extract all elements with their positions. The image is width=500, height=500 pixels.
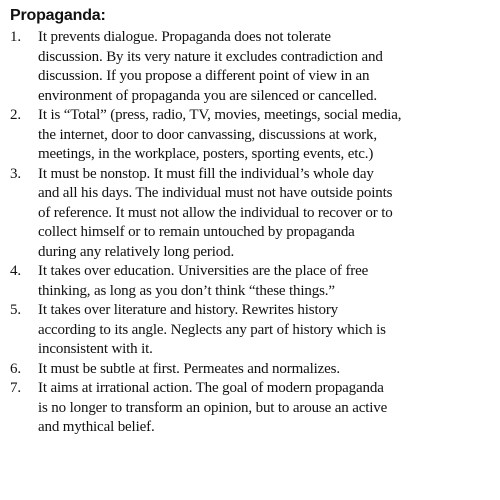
list-item	[10, 301, 492, 360]
list-item-text-line: It takes over education. Universities are the place of free	[38, 263, 369, 279]
list-item-text-line: inconsistent with it.	[38, 341, 153, 357]
list-item-text-line: and mythical belief.	[38, 419, 155, 435]
list-item-text-line: of reference. It must not allow the individual to recover or to	[38, 204, 393, 221]
list-item-text-line: It prevents dialogue. Propaganda does not tolerate	[38, 29, 331, 45]
list-item-number: 2.	[10, 107, 21, 123]
list-item-text-line: It takes over literature and history. Rewrites history	[38, 302, 339, 318]
list-item-text-line: and all his days. The individual must not have outside points	[38, 185, 393, 201]
list-item-text-line: collect himself or to remain untouched by propaganda	[38, 224, 355, 240]
list-item	[10, 28, 492, 106]
list-item-number: 4.	[10, 263, 21, 279]
list-item-text-line: discussion. By its very nature it excludes contradiction and	[38, 48, 383, 65]
list-item	[10, 106, 492, 165]
list-item-text-line: the internet, door to door canvassing, discussions at work,	[38, 126, 378, 143]
list-item-text-line: is no longer to transform an opinion, but to arouse an active	[38, 399, 388, 416]
list-item-text-line: It is “Total” (press, radio, TV, movies, meetings, social media,	[38, 107, 402, 123]
list-item	[10, 360, 492, 380]
list-item-text-line: according to its angle. Neglects any part of history which is	[38, 321, 386, 338]
list-item-text-line: thinking, as long as you don’t think “these things.”	[38, 282, 335, 299]
list-item-number: 5.	[10, 302, 21, 318]
document-title: Propaganda:	[10, 7, 106, 24]
list-item	[10, 165, 492, 263]
list-item-number: 7.	[10, 380, 21, 396]
list-item-text-line: It must be nonstop. It must fill the individual’s whole day	[38, 165, 374, 182]
list-item-text-line: during any relatively long period.	[38, 243, 235, 260]
list-item-text-line: It aims at irrational action. The goal of modern propaganda	[38, 380, 384, 396]
list-item-text-line: discussion. If you propose a different point of view in an	[38, 68, 370, 84]
list-item-text-line: It must be subtle at first. Permeates and normalizes.	[38, 360, 340, 377]
list-item	[10, 262, 492, 301]
propaganda-points-list	[10, 28, 492, 438]
list-item-number: 1.	[10, 29, 21, 45]
list-item-number: 3.	[10, 165, 21, 182]
list-item-text-line: meetings, in the workplace, posters, sporting events, etc.)	[38, 146, 374, 162]
list-item	[10, 379, 492, 438]
list-item-number: 6.	[10, 360, 21, 377]
list-item-text-line: environment of propaganda you are silenced or cancelled.	[38, 87, 377, 104]
